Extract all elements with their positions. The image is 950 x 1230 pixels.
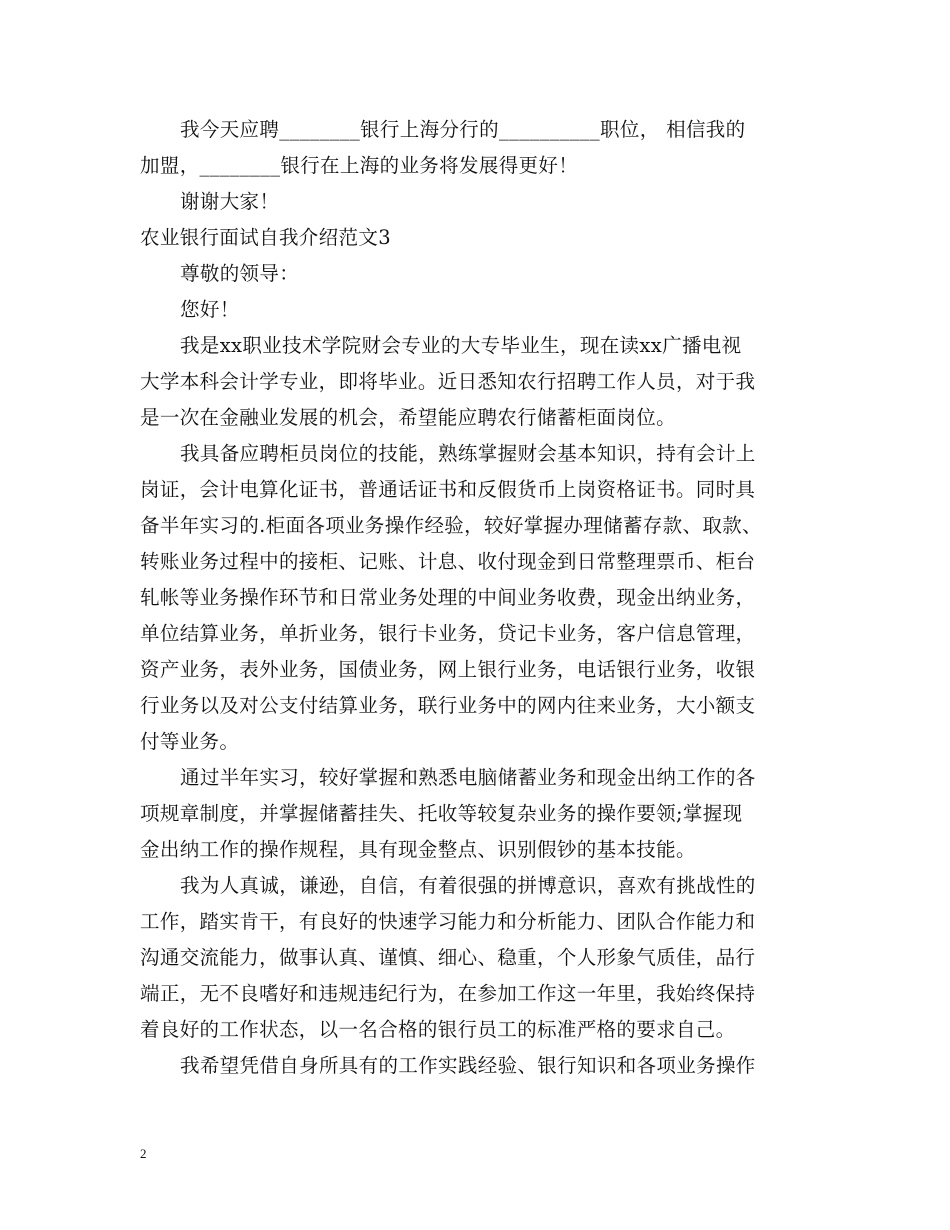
text-line: 我希望凭借自身所具有的工作实践经验、银行知识和各项业务操作 [180,1054,756,1077]
text-line: 加盟，________银行在上海的业务将发展得更好！ [140,154,579,177]
text-line: 我具备应聘柜员岗位的技能，熟练掌握财会基本知识，持有会计上 [180,442,756,465]
text-line: 是一次在金融业发展的机会，希望能应聘农行储蓄柜面岗位。 [140,406,676,429]
text-line: 金出纳工作的操作规程，具有现金整点、识别假钞的基本技能。 [140,838,696,861]
text-line: 资产业务，表外业务，国债业务，网上银行业务，电话银行业务，收银 [140,658,756,681]
text-line: 端正，无不良嗜好和违规违纪行为，在参加工作这一年里，我始终保持 [140,982,756,1005]
text-line: 通过半年实习，较好掌握和熟悉电脑储蓄业务和现金出纳工作的各 [180,766,756,789]
text-line: 农业银行面试自我介绍范文3 [140,226,391,249]
text-line: 大学本科会计学专业，即将毕业。近日悉知农行招聘工作人员，对于我 [140,370,756,393]
text-line: 您好！ [180,298,240,321]
text-line: 谢谢大家！ [180,190,280,213]
text-line: 项规章制度，并掌握储蓄挂失、托收等较复杂业务的操作要领;掌握现 [140,802,743,825]
document-body [140,112,820,1084]
text-line: 付等业务。 [140,730,240,753]
text-line: 转账业务过程中的接柜、记账、计息、收付现金到日常整理票币、柜台 [140,550,756,573]
text-line: 我是xx职业技术学院财会专业的大专毕业生，现在读xx广播电视 [180,334,742,357]
text-line: 我为人真诚，谦逊，自信，有着很强的拼博意识，喜欢有挑战性的 [180,874,756,897]
text-line: 备半年实习的.柜面各项业务操作经验，较好掌握办理储蓄存款、取款、 [140,514,762,537]
text-line: 着良好的工作状态，以一名合格的银行员工的标准严格的要求自己。 [140,1018,736,1041]
text-line: 尊敬的领导： [180,262,300,285]
text-line: 沟通交流能力，做事认真、谨慎、细心、稳重，个人形象气质佳，品行 [140,946,756,969]
text-line: 轧帐等业务操作环节和日常业务处理的中间业务收费，现金出纳业务， [140,586,756,609]
page-number: 2 [140,1146,147,1161]
text-line: 岗证，会计电算化证书，普通话证书和反假货币上岗资格证书。同时具 [140,478,756,501]
text-line: 我今天应聘________银行上海分行的__________职位， 相信我的 [180,118,746,141]
text-line: 单位结算业务，单折业务，银行卡业务，贷记卡业务，客户信息管理， [140,622,756,645]
text-line: 行业务以及对公支付结算业务，联行业务中的网内往来业务，大小额支 [140,694,756,717]
text-line: 工作，踏实肯干，有良好的快速学习能力和分析能力、团队合作能力和 [140,910,756,933]
